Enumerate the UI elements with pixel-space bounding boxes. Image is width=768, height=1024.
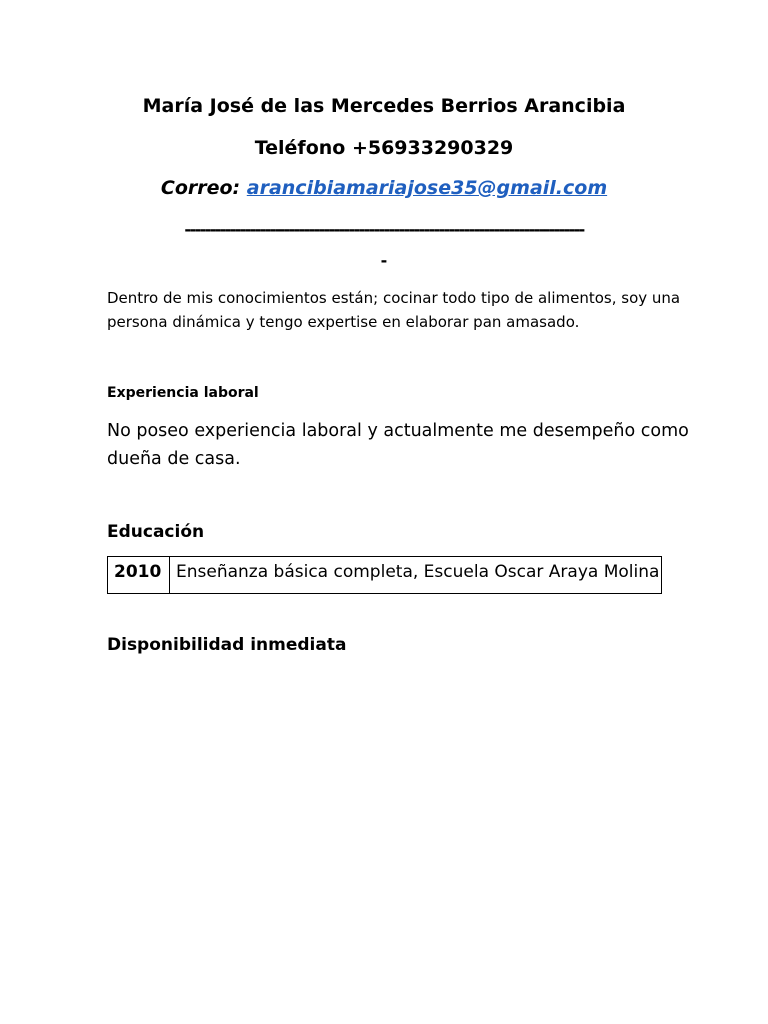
email-link[interactable]: arancibiamariajose35@gmail.com	[246, 177, 608, 199]
education-year: 2010	[108, 557, 170, 594]
summary-line: persona dinámica y tengo expertise en elaborar pan amasado.	[107, 313, 580, 331]
education-description: Enseñanza básica completa, Escuela Oscar Araya Molina	[170, 557, 662, 594]
divider-line: --------------------------------------------------------------------------------	[184, 220, 584, 239]
table-row	[108, 557, 662, 594]
availability-note: Disponibilidad inmediata	[107, 635, 347, 655]
experience-line: dueña de casa.	[107, 449, 241, 469]
experience-heading: Experiencia laboral	[107, 385, 259, 401]
applicant-name: María José de las Mercedes Berrios Arancibia	[142, 95, 626, 117]
summary-line: Dentro de mis conocimientos están; cocinar todo tipo de alimentos, soy una	[107, 289, 681, 307]
email-label: Correo:	[160, 177, 247, 199]
education-table	[107, 556, 662, 594]
experience-text	[107, 417, 689, 473]
education-heading: Educación	[107, 522, 205, 542]
experience-line: No poseo experiencia laboral y actualmente me desempeño como	[107, 421, 689, 441]
divider-line-end: -	[380, 251, 388, 270]
profile-summary	[107, 286, 681, 334]
phone-number: Teléfono +56933290329	[254, 137, 514, 159]
email-line	[0, 176, 768, 200]
